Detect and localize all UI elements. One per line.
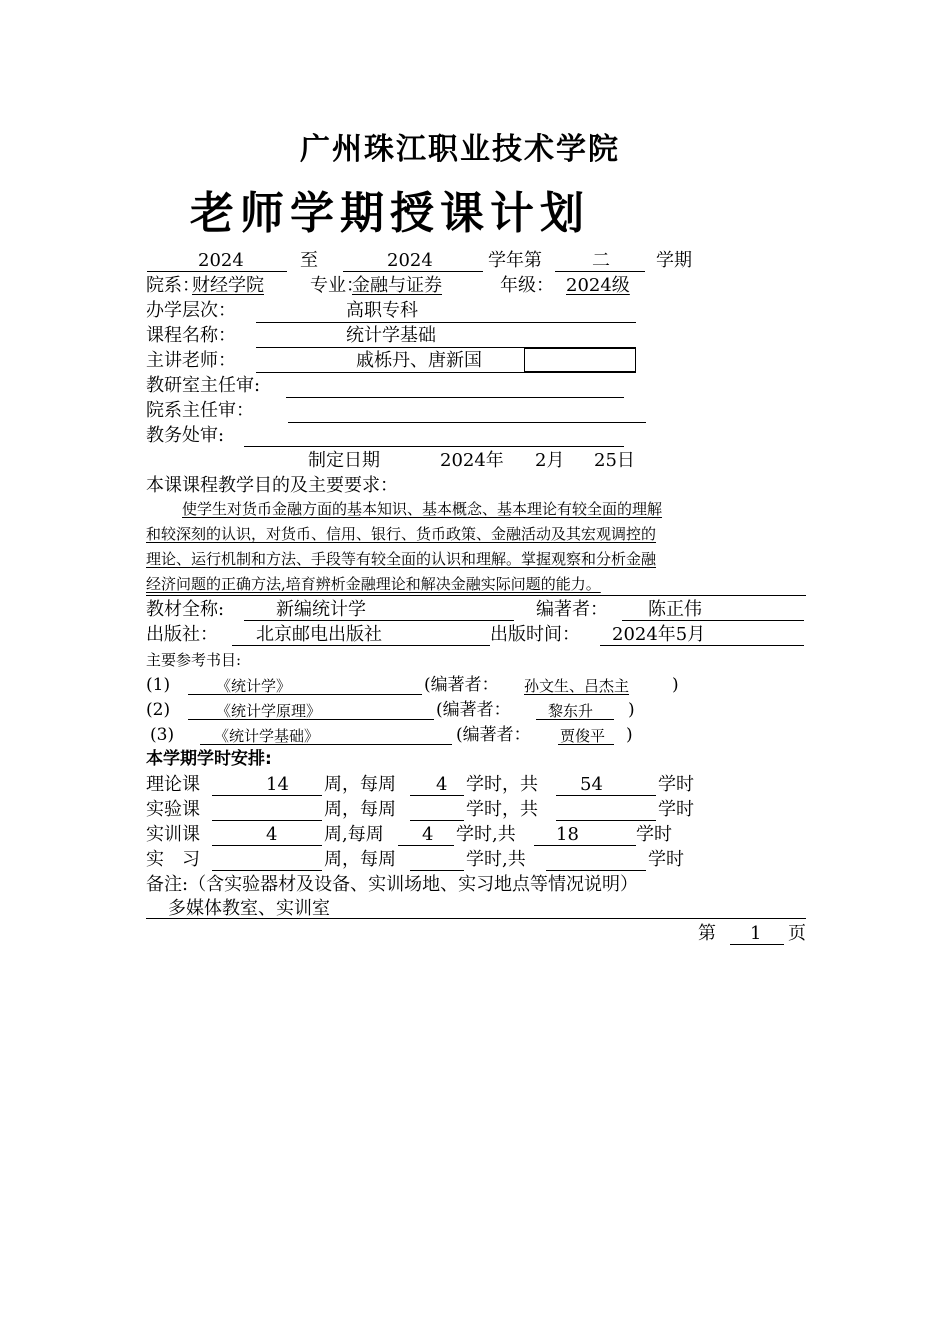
level-value: 高职专科 [346,300,418,321]
blank-line [555,271,645,272]
blank-line [622,620,804,621]
teacher-label: 主讲老师： [146,350,236,371]
document-title: 老师学期授课计划 [190,188,590,239]
blank-line [343,271,483,272]
pubdate-value: 2024年5月 [612,624,706,645]
notes-label: 备注:（含实验器材及设备、实训场地、实习地点等情况说明） [146,874,639,895]
goals-line: 经济问题的正确方法,培育辨析金融理论和解决金融实际问题的能力。 [146,575,601,593]
schedule-row-label: 实 习 [146,849,200,870]
blank-line [600,645,804,646]
blank-line [286,397,624,398]
notes-value: 多媒体教室、实训室 [168,898,330,919]
blank-line [546,870,646,871]
reference-number: (2) [146,700,171,720]
reference-author: 黎东升 [548,702,594,720]
goals-line: 使学生对货币金融方面的基本知识、基本概念、基本理论有较全面的理解 [182,500,663,518]
level-label: 办学层次： [146,300,236,321]
schedule-week-sep: 周，每周 [324,799,396,820]
schedule-unit: 学时 [658,774,694,795]
schedule-week-sep: 周，每周 [324,774,396,795]
signature-box [524,348,636,372]
school-name: 广州珠江职业技术学院 [300,132,620,167]
reference-author: 孙文生、吕杰主 [524,677,630,695]
blank-line [256,322,636,323]
date-month: 2月 [535,450,565,471]
reference-title: 《统计学》 [216,677,292,695]
term-xuenian: 学年第 [488,250,542,271]
publisher-label: 出版社： [146,624,218,645]
schedule-total: 18 [556,824,579,845]
blank-line [410,870,464,871]
major-label: 专业： [310,275,364,296]
schedule-per-week: 4 [436,774,448,795]
course-value: 统计学基础 [346,325,436,346]
term-to: 至 [300,250,318,271]
blank-line [410,795,464,796]
schedule-week-sep: 周，每周 [324,849,396,870]
textbook-label: 教材全称: [146,599,225,620]
schedule-weeks: 14 [266,774,289,795]
blank-line [212,820,322,821]
blank-line [244,446,624,447]
blank-line [730,944,784,945]
dept-label: 院系： [146,275,200,296]
blank-line [147,271,287,272]
goals-line: 理论、运行机制和方法、手段等有较全面的认识和理解。掌握观察和分析金融 [146,550,657,568]
blank-line [212,870,322,871]
reference-number: (3) [150,725,175,745]
course-label: 课程名称： [146,325,236,346]
schedule-row-label: 实训课 [146,824,200,845]
textbook-author-value: 陈正伟 [648,599,702,620]
date-day: 25日 [594,450,635,471]
reference-author-label: (编著者： [436,700,511,720]
goals-heading: 本课课程教学目的及主要要求： [146,475,398,496]
schedule-hour-sep: 学时,共 [456,824,516,845]
blank-line [556,820,656,821]
schedule-total: 54 [580,774,603,795]
references-heading: 主要参考书目: [146,651,242,669]
grade-value: 2024级 [566,275,630,296]
date-year: 2024年 [440,450,504,471]
schedule-hour-sep: 学时,共 [466,849,526,870]
publisher-value: 北京邮电出版社 [256,624,382,645]
blank-line [244,620,514,621]
blank-line [288,422,646,423]
dept-review-label: 院系主任审： [146,400,254,421]
goals-line: 和较深刻的认识，对货币、信用、银行、货币政策、金融活动及其宏观调控的 [146,525,657,543]
page-number: 1 [750,923,762,944]
schedule-unit: 学时 [648,849,684,870]
blank-line [534,845,636,846]
page-suffix: 页 [788,923,806,944]
reference-author-label: (编著者： [456,725,531,745]
reference-number: (1) [146,675,171,695]
schedule-unit: 学时 [658,799,694,820]
term-number: 二 [592,250,610,271]
reference-close: ) [672,675,679,695]
blank-line [232,645,490,646]
blank-line [556,795,656,796]
blank-line [256,372,636,373]
affairs-review-label: 教务处审: [146,425,225,446]
reference-title: 《统计学原理》 [216,702,322,720]
major-value: 金融与证券 [352,275,442,296]
schedule-row-label: 理论课 [146,774,200,795]
blank-line [146,595,806,596]
textbook-value: 新编统计学 [276,599,366,620]
blank-line [212,845,322,846]
reference-close: ) [626,725,633,745]
office-review-label: 教研室主任审: [146,375,261,396]
pubdate-label: 出版时间： [490,624,580,645]
date-label: 制定日期 [308,450,380,471]
dept-value: 财经学院 [192,275,264,296]
schedule-row-label: 实验课 [146,799,200,820]
term-year-start: 2024 [198,250,244,271]
schedule-per-week: 4 [422,824,434,845]
schedule-weeks: 4 [266,824,278,845]
reference-close: ) [628,700,635,720]
blank-line [410,820,464,821]
term-year-end: 2024 [387,250,433,271]
schedule-week-sep: 周,每周 [324,824,384,845]
reference-author: 贾俊平 [560,727,606,745]
textbook-author-label: 编著者： [536,599,608,620]
schedule-unit: 学时 [636,824,672,845]
schedule-hour-sep: 学时，共 [466,774,538,795]
blank-line [398,845,454,846]
term-xueqi: 学期 [656,250,692,271]
schedule-heading: 本学期学时安排: [146,749,272,769]
grade-label: 年级： [500,275,554,296]
teacher-value: 戚栎丹、唐新国 [356,350,482,371]
reference-title: 《统计学基础》 [214,727,320,745]
reference-author-label: (编著者： [424,675,499,695]
page-prefix: 第 [698,923,716,944]
blank-line [212,795,322,796]
schedule-hour-sep: 学时，共 [466,799,538,820]
